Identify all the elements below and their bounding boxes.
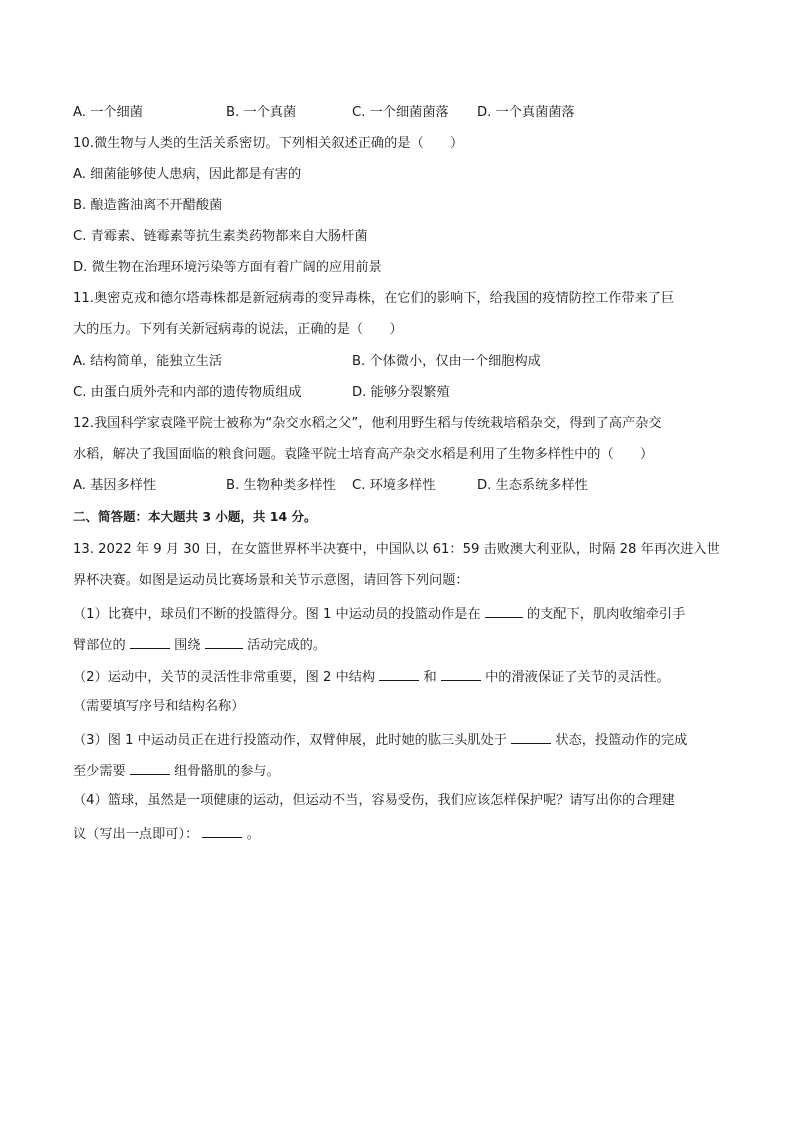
answer-blank[interactable] [441, 667, 481, 681]
answer-blank[interactable] [205, 635, 243, 649]
q12-stem-line1: 12.我国科学家袁隆平院士被称为“杂交水稻之父”，他利用野生稻与传统栽培稻杂交，得到了高产杂交 [73, 416, 662, 431]
q13-part1-text-b: 的支配下，肌肉收缩牵引手 [527, 607, 686, 622]
q10-option-a: A. 细菌能够使人患病，因此都是有害的 [73, 167, 302, 182]
q12-stem-line2: 水稻，解决了我国面临的粮食问题。袁隆平院士培育高产杂交水稻是利用了生物多样性中的（ ） [73, 447, 654, 462]
q10-option-c: C. 青霉素、链霉素等抗生素类药物都来自大肠杆菌 [73, 229, 368, 244]
answer-blank[interactable] [511, 730, 551, 744]
q13-part2-note: （需要填写序号和结构名称） [73, 699, 245, 714]
section-heading: 二、简答题：本大题共 3 小题，共 14 分。 [73, 509, 317, 524]
q13-part1-text-e: 活动完成的。 [246, 638, 327, 653]
q9-option-c: C. 一个细菌菌落 [352, 105, 449, 120]
q13-stem-line1: 13. 2022 年 9 月 30 日，在女篮世界杯半决赛中，中国队以 61：59 击败澳大利亚队，时隔 28 年再次进入世 [73, 542, 720, 557]
q12-option-b: B. 生物种类多样性 [226, 478, 336, 493]
q13-part2-line1 [73, 667, 670, 687]
q11-option-c: C. 由蛋白质外壳和内部的遗传物质组成 [73, 385, 302, 400]
q10-stem: 10.微生物与人类的生活关系密切。下列相关叙述正确的是（ ） [73, 136, 464, 151]
q13-part3-text-b: 状态，投篮动作的完成 [555, 733, 688, 748]
answer-blank[interactable] [130, 761, 170, 775]
q11-option-b: B. 个体微小，仅由一个细胞构成 [352, 354, 541, 369]
q13-part1-text-a: （1）比赛中，球员们不断的投篮得分。图 1 中运动员的投篮动作是在 [73, 607, 481, 622]
answer-blank[interactable] [130, 635, 170, 649]
q11-option-d: D. 能够分裂繁殖 [352, 385, 450, 400]
q11-stem-line1: 11.奥密克戎和德尔塔毒株都是新冠病毒的变异毒株，在它们的影响下，给我国的疫情防控工作带来了巨 [73, 291, 675, 306]
q10-option-d: D. 微生物在治理环境污染等方面有着广阔的应用前景 [73, 260, 382, 275]
q13-part2-text-c: 中的滑液保证了关节的灵活性。 [485, 670, 670, 685]
q13-part2-text-a: （2）运动中，关节的灵活性非常重要，图 2 中结构 [73, 670, 376, 685]
q12-option-c: C. 环境多样性 [352, 478, 436, 493]
q13-part3-text-d: 组骨骼肌的参与。 [174, 764, 280, 779]
q10-option-b: B. 酿造酱油离不开醋酸菌 [73, 198, 223, 213]
q13-stem-line2: 界杯决赛。如图是运动员比赛场景和关节示意图，请回答下列问题： [73, 573, 469, 588]
q13-part1-text-c: 臂部位的 [73, 638, 126, 653]
q13-part4-text-c: 。 [246, 827, 260, 842]
q11-stem-line2: 大的压力。下列有关新冠病毒的说法，正确的是（ ） [73, 322, 403, 337]
q13-part1-line2 [73, 635, 326, 655]
q9-option-d: D. 一个真菌菌落 [477, 105, 575, 120]
q12-option-a: A. 基因多样性 [73, 478, 157, 493]
q13-part1-text-d: 围绕 [174, 638, 201, 653]
q13-part3-text-c: 至少需要 [73, 764, 126, 779]
q13-part3-text-a: （3）图 1 中运动员正在进行投篮动作，双臂伸展，此时她的肱三头肌处于 [73, 733, 507, 748]
q12-option-d: D. 生态系统多样性 [477, 478, 588, 493]
q13-part3-line1 [73, 730, 687, 750]
q11-option-a: A. 结构简单，能独立生活 [73, 354, 223, 369]
q13-part2-text-b: 和 [423, 670, 437, 685]
answer-blank[interactable] [202, 824, 242, 838]
answer-blank[interactable] [379, 667, 419, 681]
q13-part4-line2 [73, 824, 260, 844]
q13-part1-line1 [73, 604, 685, 624]
q13-part3-line2 [73, 761, 280, 781]
q13-part4-text-b: 议（写出一点即可）： [73, 827, 199, 842]
q9-option-b: B. 一个真菌 [226, 105, 297, 120]
answer-blank[interactable] [485, 604, 523, 618]
q9-option-a: A. 一个细菌 [73, 105, 143, 120]
q13-part4-line1: （4）篮球，虽然是一项健康的运动，但运动不当，容易受伤，我们应该怎样保护呢？请写出你的合理建 [73, 793, 675, 808]
